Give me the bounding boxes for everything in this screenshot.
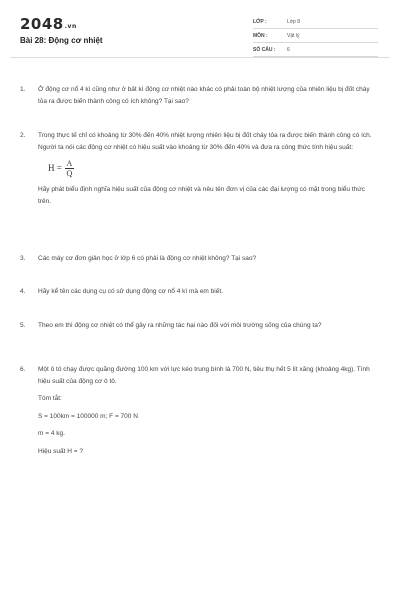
question-text: Theo em thì động cơ nhiệt có thể gây ra những tác hại nào đối với môi trường sống của chúng ta? — [38, 322, 322, 329]
question-text: Một ô tô chạy được quãng đường 100 km với lực kéo trung bình là 700 N, tiêu thụ hết 5 lít xăng (khoảng 4kg). Tính hiệu suất của động cơ ô tô. — [38, 366, 370, 385]
formula-numerator: A — [66, 159, 73, 168]
meta-row-count — [253, 43, 378, 57]
meta-row-class — [253, 15, 378, 29]
question-number: 2. — [20, 132, 26, 139]
question-3 — [20, 253, 375, 265]
question-text: Ở động cơ nổ 4 kì cũng như ở bất kì động cơ nhiệt nào khác có phải toàn bộ nhiệt lượng của nhiên liệu bị đốt cháy tỏa ra được biến thành công có ích không? Tại sao? — [38, 86, 370, 105]
meta-table — [253, 15, 378, 57]
question-number: 1. — [20, 86, 26, 93]
summary-line: Hiệu suất H = ? — [38, 447, 83, 455]
question-2 — [20, 130, 375, 207]
formula-fraction — [65, 159, 74, 178]
meta-label-count: SỐ CÂU : — [253, 46, 276, 53]
question-4 — [20, 286, 375, 298]
lesson-title: Bài 28: Động cơ nhiệt — [20, 36, 103, 45]
question-number: 5. — [20, 322, 26, 329]
meta-value-class: Lớp 8 — [287, 18, 301, 25]
question-number: 6. — [20, 366, 26, 373]
meta-value-subject: Vật lý — [287, 32, 300, 39]
question-1 — [20, 84, 375, 107]
formula-denominator: Q — [66, 169, 73, 178]
question-text: Hãy kể tên các dụng cụ có sử dụng động cơ nổ 4 kì mà em biết. — [38, 288, 223, 295]
question-text: Các máy cơ đơn giản học ở lớp 6 có phải là động cơ nhiệt không? Tại sao? — [38, 255, 257, 262]
meta-label-class: LỚP : — [253, 18, 267, 25]
meta-row-subject — [253, 29, 378, 43]
logo-suffix: .vn — [64, 23, 77, 30]
question-6 — [20, 364, 375, 457]
question-number: 3. — [20, 255, 26, 262]
meta-value-count: 6 — [287, 46, 290, 53]
logo-text: 2048 — [20, 15, 64, 33]
question-followup: Hãy phát biểu định nghĩa hiệu suất của động cơ nhiệt và nêu tên đơn vị của các đại lượng có mặt trong biểu thức trên. — [38, 186, 365, 205]
worksheet-header — [10, 5, 390, 58]
summary-line: S = 100km = 100000 m; F = 700 N — [38, 412, 138, 420]
efficiency-formula — [48, 159, 375, 178]
formula-lhs: H = — [48, 162, 62, 173]
question-5 — [20, 320, 375, 332]
summary-heading: Tóm tắt: — [38, 395, 62, 402]
question-text: Trong thực tế chỉ có khoảng từ 30% đến 40% nhiệt lượng nhiên liệu bị đốt cháy tỏa ra được biến thành công có ích. Người ta nói các động cơ nhiệt có hiệu suất vào khoảng từ 30% đến 40% và đưa ra công thức tính hiệu suất: — [38, 132, 372, 151]
question-number: 4. — [20, 288, 26, 295]
meta-label-subject: MÔN : — [253, 32, 268, 39]
site-logo[interactable] — [20, 15, 77, 33]
summary-line: m = 4 kg. — [38, 430, 65, 437]
worksheet-page — [10, 5, 390, 595]
